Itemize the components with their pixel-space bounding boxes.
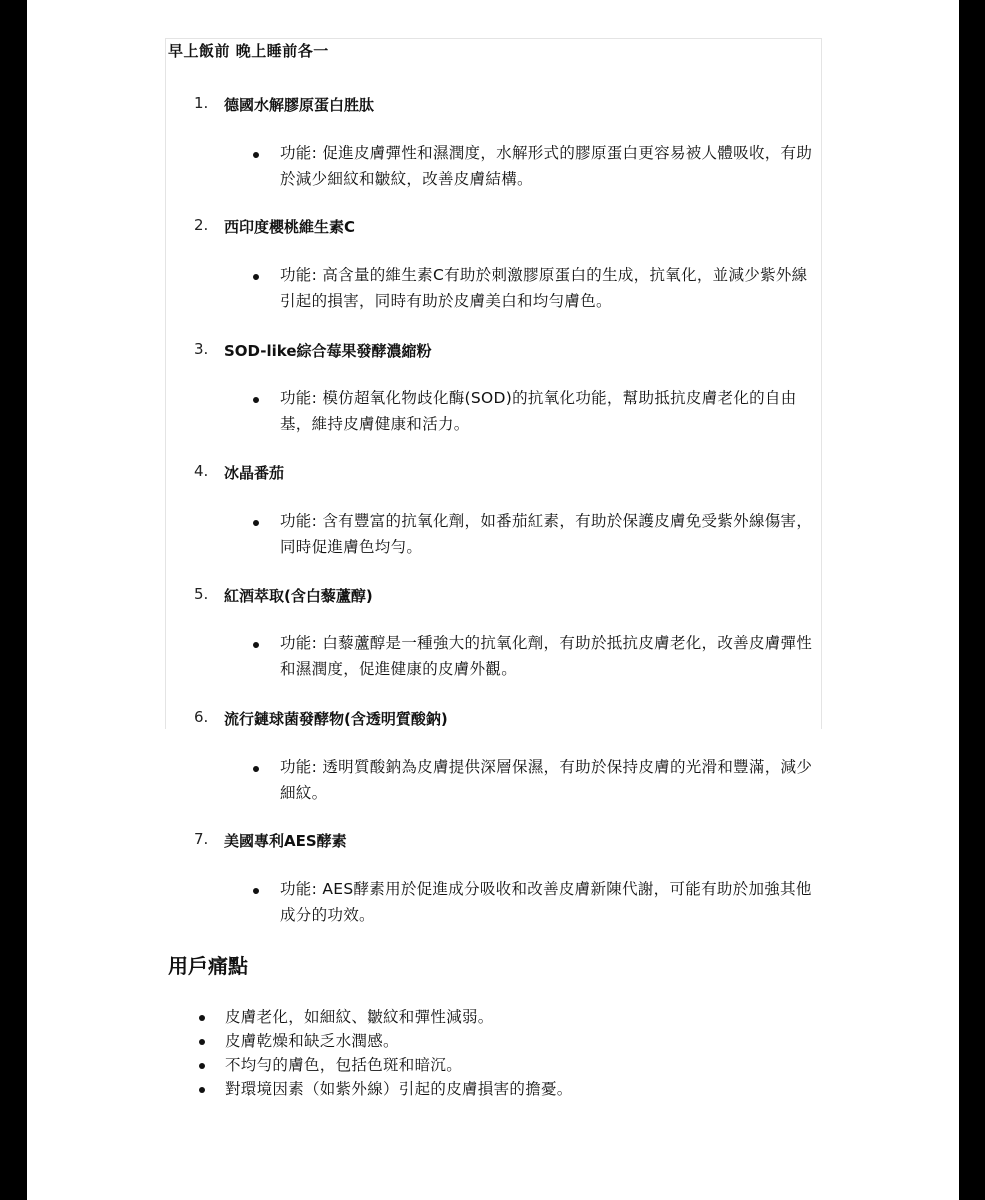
bullet-icon (253, 766, 259, 772)
bullet-icon (199, 1087, 205, 1093)
item-title: 美國專利AES酵素 (224, 832, 347, 850)
pain-point-item: 皮膚乾燥和缺乏水潤感。 (225, 1032, 399, 1050)
item-function: 功能: 白藜蘆醇是一種強大的抗氧化劑，有助於抵抗皮膚老化，改善皮膚彈性和濕潤度，促進健康的皮膚外觀。 (280, 634, 813, 678)
item-function: 功能: 高含量的維生素C有助於刺激膠原蛋白的生成，抗氧化，並減少紫外線引起的損害，同時有助於皮膚美白和均勻膚色。 (280, 266, 808, 310)
item-number: 7. (194, 830, 209, 848)
item-title: 流行鏈球菌發酵物(含透明質酸鈉) (224, 710, 448, 728)
item-title: 西印度櫻桃維生素C (224, 218, 356, 236)
bullet-icon (253, 520, 259, 526)
dosage-heading: 早上飯前 晚上睡前各一 (168, 42, 329, 60)
pain-point-item: 不均勻的膚色，包括色斑和暗沉。 (225, 1056, 463, 1074)
bullet-icon (253, 152, 259, 158)
bullet-icon (253, 888, 259, 894)
bullet-icon (199, 1015, 205, 1021)
item-function: 功能: AES酵素用於促進成分吸收和改善皮膚新陳代謝，可能有助於加強其他成分的功效。 (280, 880, 812, 924)
item-title: 紅酒萃取(含白藜蘆醇) (224, 587, 373, 605)
item-function: 功能: 透明質酸鈉為皮膚提供深層保濕，有助於保持皮膚的光滑和豐滿，減少細紋。 (280, 758, 813, 802)
pain-points-title: 用戶痛點 (168, 954, 248, 978)
bullet-icon (253, 274, 259, 280)
item-function: 功能: 模仿超氧化物歧化酶(SOD)的抗氧化功能，幫助抵抗皮膚老化的自由基，維持皮膚健康和活力。 (280, 389, 797, 433)
item-number: 2. (194, 216, 209, 234)
bullet-icon (253, 642, 259, 648)
item-title: 冰晶番茄 (224, 464, 285, 482)
item-number: 6. (194, 708, 209, 726)
item-function: 功能: 含有豐富的抗氧化劑，如番茄紅素，有助於保護皮膚免受紫外線傷害，同時促進膚色均勻。 (280, 512, 813, 556)
item-title: SOD-like綜合莓果發酵濃縮粉 (224, 342, 432, 360)
bullet-icon (253, 397, 259, 403)
item-number: 4. (194, 462, 209, 480)
bullet-icon (199, 1039, 205, 1045)
item-number: 3. (194, 340, 209, 358)
item-function: 功能: 促進皮膚彈性和濕潤度，水解形式的膠原蛋白更容易被人體吸收，有助於減少細紋和皺紋，改善皮膚結構。 (280, 144, 813, 188)
bullet-icon (199, 1063, 205, 1069)
item-number: 1. (194, 94, 209, 112)
item-number: 5. (194, 585, 209, 603)
item-title: 德國水解膠原蛋白胜肽 (224, 96, 375, 114)
pain-point-item: 皮膚老化，如細紋、皺紋和彈性減弱。 (225, 1008, 494, 1026)
pain-point-item: 對環境因素（如紫外線）引起的皮膚損害的擔憂。 (225, 1080, 573, 1098)
